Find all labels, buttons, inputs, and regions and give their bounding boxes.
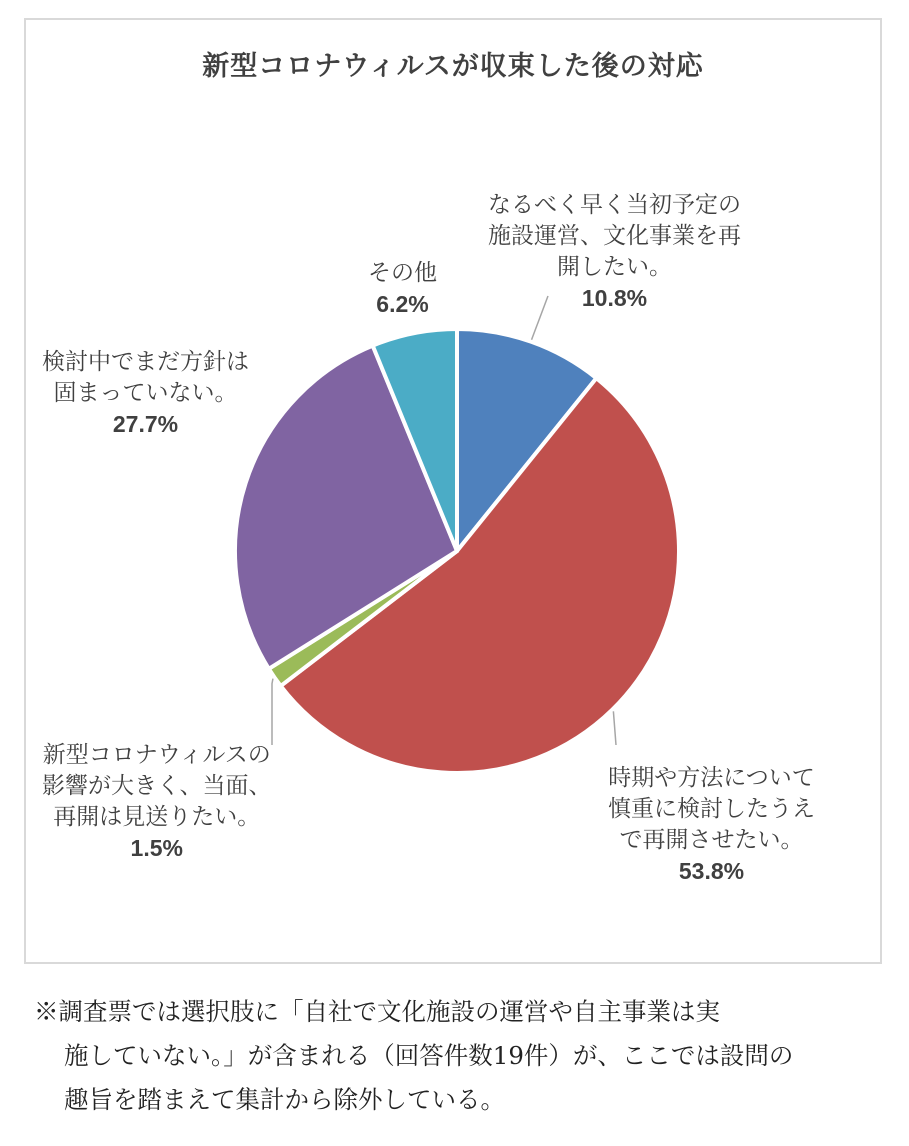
slice-label-line: 影響が大きく、当面、 <box>42 773 272 799</box>
slice-label-line: で再開させたい。 <box>619 827 804 853</box>
slice-percent-label: 27.7% <box>112 411 179 437</box>
slice-percent-label: 10.8% <box>581 285 648 311</box>
slice-label-line: 開したい。 <box>557 254 672 280</box>
slice-label-undecided <box>42 347 249 440</box>
slice-label-line: 施設運営、文化事業を再 <box>488 223 741 249</box>
slice-label-line: 新型コロナウィルスの <box>42 742 271 768</box>
chart-title: 新型コロナウィルスが収束した後の対応 <box>202 51 704 82</box>
slice-percent-label: 53.8% <box>678 858 745 884</box>
slice-label-line: 再開は見送りたい。 <box>53 804 261 830</box>
slice-label-early-reopen <box>488 190 741 314</box>
slice-percent-label: 1.5% <box>130 835 183 861</box>
slice-label-line: その他 <box>368 260 437 286</box>
footnote-line: 趣旨を踏まえて集計から除外している。 <box>64 1085 505 1114</box>
leader-line-postpone <box>272 679 273 745</box>
slice-label-postpone <box>42 740 272 864</box>
slice-percent-label: 6.2% <box>376 291 429 317</box>
slice-label-line: 検討中でまだ方針は <box>42 349 249 375</box>
footnote-line: ※調査票では選択肢に「自社で文化施設の運営や自主事業は実 <box>34 997 720 1026</box>
slice-label-careful-reopen <box>608 763 815 887</box>
slice-label-line: 時期や方法について <box>608 765 815 791</box>
slice-label-line: なるべく早く当初予定の <box>488 192 741 218</box>
footnote <box>34 990 894 1122</box>
slice-label-other <box>368 258 437 320</box>
slice-label-line: 慎重に検討したうえ <box>608 796 815 822</box>
leader-line-careful-reopen <box>613 711 616 745</box>
footnote-line: 施していない。」が含まれる（回答件数19件）が、ここでは設問の <box>64 1041 794 1070</box>
slice-label-line: 固まっていない。 <box>53 380 238 406</box>
